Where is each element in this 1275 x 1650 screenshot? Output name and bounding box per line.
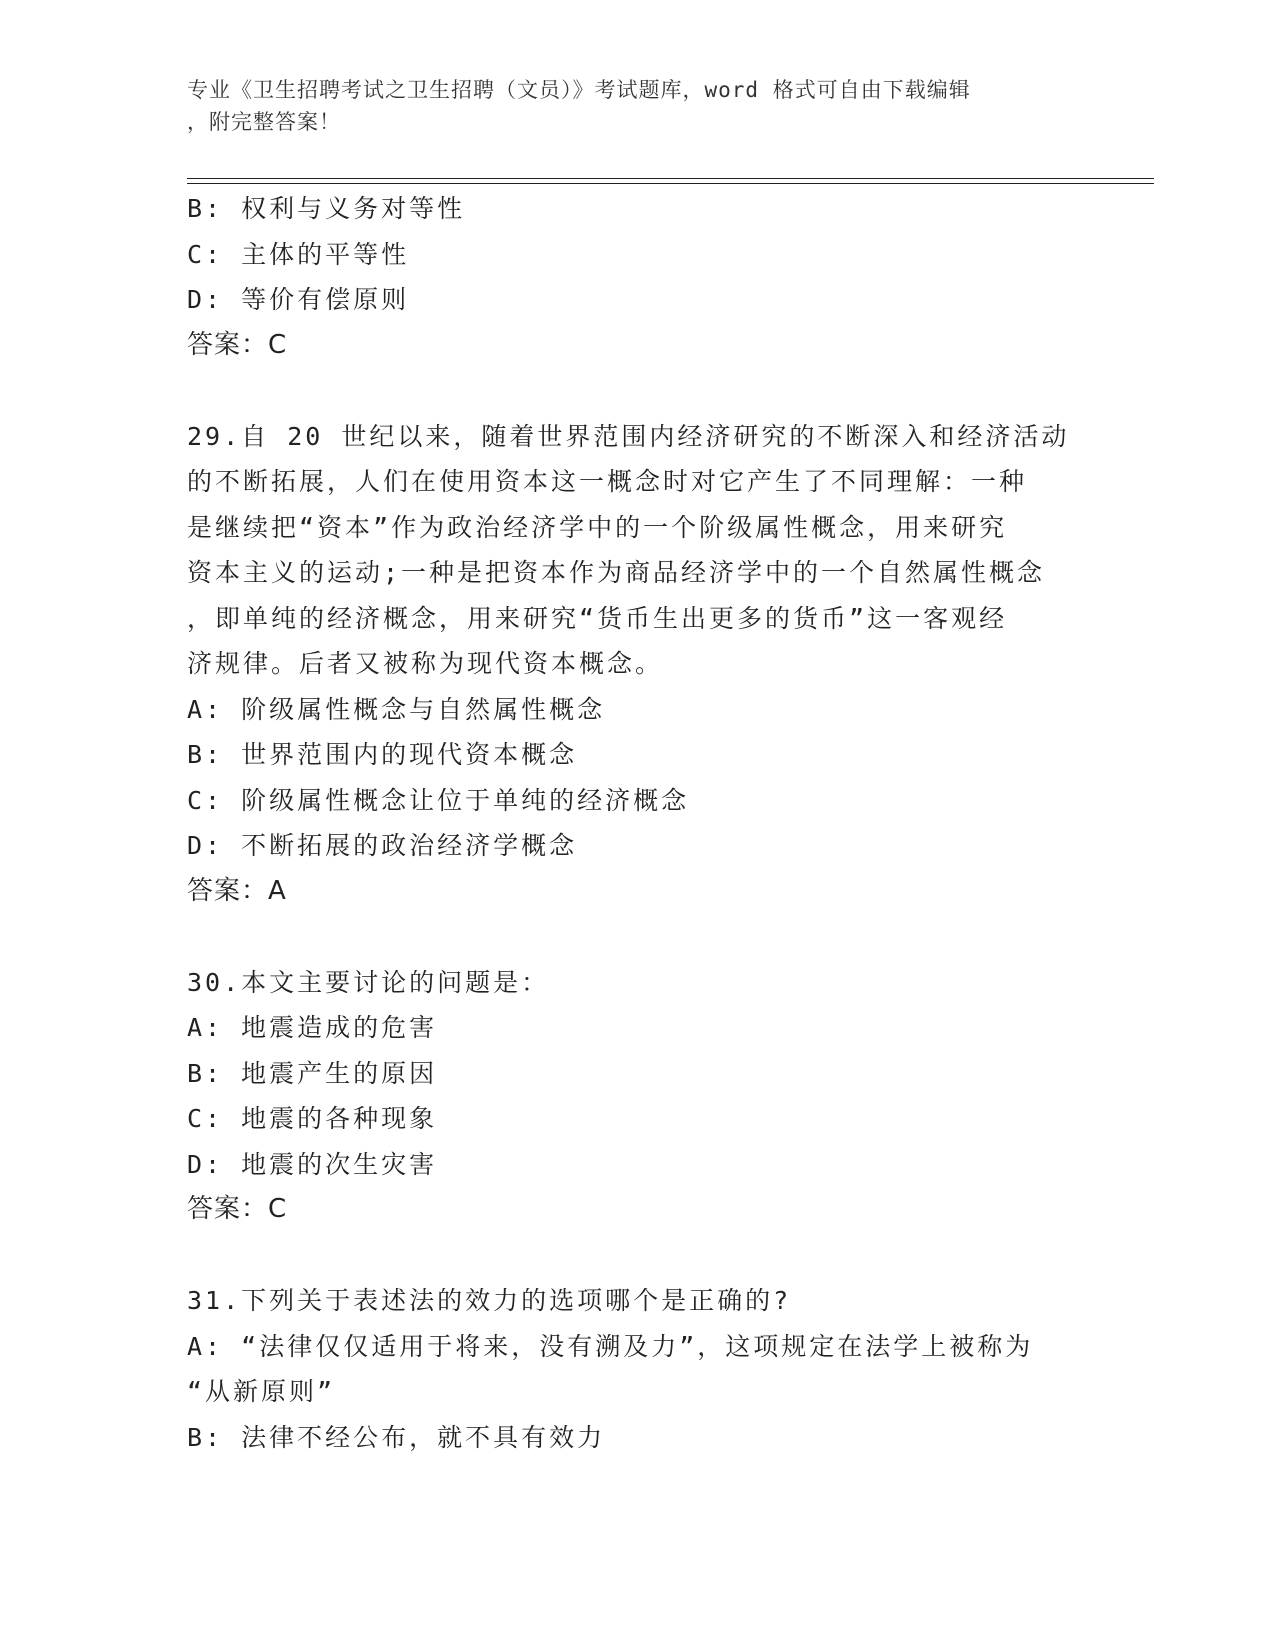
q29-answer: 答案：A — [187, 875, 287, 906]
q28-option-d: D: 等价有偿原则 — [187, 285, 410, 314]
q31-option-b: B: 法律不经公布，就不具有效力 — [187, 1422, 606, 1452]
q29-stem-line: 是继续把“资本”作为政治经济学中的一个阶级属性概念，用来研究 — [187, 512, 1008, 542]
header-line-1: 专业《卫生招聘考试之卫生招聘（文员）》考试题库，word 格式可自由下载编辑 — [187, 78, 971, 102]
q29-stem-line: 的不断拓展，人们在使用资本这一概念时对它产生了不同理解：一种 — [187, 467, 1028, 496]
q30-option-d: D: 地震的次生灾害 — [187, 1149, 438, 1179]
q31-stem: 31.下列关于表述法的效力的选项哪个是正确的? — [187, 1286, 792, 1315]
q29-option-b: B: 世界范围内的现代资本概念 — [187, 740, 578, 769]
q29-stem-line: 29.自 20 世纪以来，随着世界范围内经济研究的不断深入和经济活动 — [187, 421, 1070, 451]
question-28 — [187, 186, 1087, 368]
header-line-2: ，附完整答案！ — [187, 110, 341, 134]
q28-option-b: B: 权利与义务对等性 — [187, 194, 466, 223]
question-31 — [187, 1278, 1087, 1460]
q29-option-a: A: 阶级属性概念与自然属性概念 — [187, 694, 606, 724]
question-30 — [187, 960, 1087, 1233]
q29-stem-line: 济规律。后者又被称为现代资本概念。 — [187, 649, 664, 678]
spacer — [187, 368, 1087, 414]
header-rule-bottom — [187, 183, 1154, 184]
q30-option-b: B: 地震产生的原因 — [187, 1058, 438, 1088]
document-body — [187, 186, 1087, 1460]
q30-stem: 30.本文主要讨论的问题是： — [187, 967, 550, 997]
q30-answer: 答案：C — [187, 1194, 288, 1224]
question-29 — [187, 414, 1087, 915]
q29-stem-line: 资本主义的运动;一种是把资本作为商品经济学中的一个自然属性概念 — [187, 558, 1046, 587]
q29-option-d: D: 不断拓展的政治经济学概念 — [187, 831, 578, 860]
q30-option-c: C: 地震的各种现象 — [187, 1104, 438, 1133]
q28-option-c: C: 主体的平等性 — [187, 239, 410, 269]
q29-stem-line: ，即单纯的经济概念，用来研究“货币生出更多的货币”这一客观经 — [187, 603, 1008, 633]
document-header — [187, 74, 1067, 138]
q28-answer: 答案：C — [187, 329, 288, 360]
q29-option-c: C: 阶级属性概念让位于单纯的经济概念 — [187, 785, 690, 815]
spacer — [187, 914, 1087, 960]
spacer — [187, 1233, 1087, 1279]
header-rule-top — [187, 178, 1154, 179]
q30-option-a: A: 地震造成的危害 — [187, 1013, 438, 1042]
q31-option-a-continued: “从新原则” — [187, 1377, 336, 1406]
q31-option-a: A: “法律仅仅适用于将来，没有溯及力”，这项规定在法学上被称为 — [187, 1331, 1034, 1361]
